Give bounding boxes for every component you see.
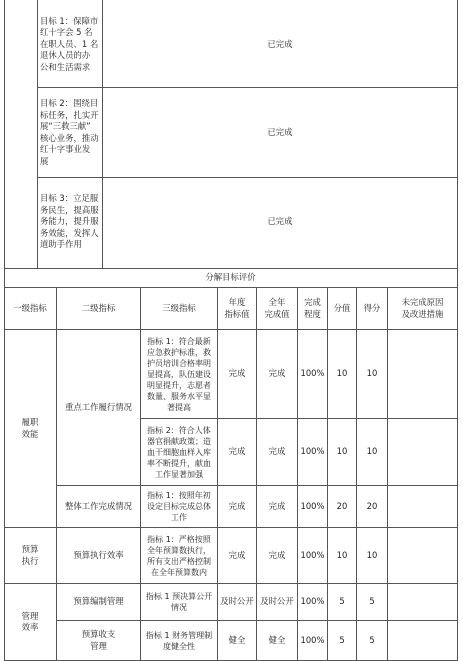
- row-2-value: 10: [336, 446, 348, 457]
- row-6-level2: 预算收支 管理: [81, 629, 116, 651]
- row-6-value: 5: [339, 634, 345, 645]
- row-4-level3: 指标 1：严格按照 全年预算数执行， 所有支出严格控制 在全年预算数内: [147, 534, 211, 577]
- row-4-reason: [388, 528, 457, 583]
- header-level1: 一级指标: [13, 302, 47, 313]
- row-5-value: 5: [339, 596, 345, 607]
- row-1-score: 10: [366, 368, 378, 379]
- row-3-score: 20: [366, 500, 378, 511]
- header-annual-actual: 全年 完成值: [264, 297, 290, 319]
- row-6-actual: 健全: [268, 634, 286, 645]
- row-5-target: 及时公开: [220, 596, 254, 607]
- row-3-level3: 指标 1：按照年初 设定目标完成总体 工作: [147, 491, 211, 522]
- row-3-reason: [388, 486, 457, 527]
- row-1-actual: 完成: [268, 368, 286, 379]
- row-6-reason: [388, 621, 457, 660]
- row-1-level2: 重点工作履行情况: [65, 401, 132, 412]
- group-budget: 预算 执行: [21, 544, 39, 566]
- row-5-completion: 100%: [300, 596, 325, 607]
- row-5-level3: 指标 1 预决算公开 情况: [145, 592, 213, 612]
- row-6-score: 5: [369, 634, 375, 645]
- row-4-completion: 100%: [300, 549, 325, 560]
- section-title: 分解目标评价: [205, 272, 256, 283]
- row-3-actual: 完成: [268, 500, 286, 511]
- row-4-target: 完成: [228, 549, 246, 560]
- row-4-value: 10: [336, 549, 348, 560]
- row-2-completion: 100%: [300, 446, 325, 457]
- row-2-reason: [388, 419, 457, 485]
- row-6-level3: 指标 1 财务管理制 度健全性: [145, 630, 213, 651]
- group-management: 管理 效率: [21, 610, 39, 632]
- row-1-level3: 指标 1：符合最新 应急救护标准，救 护员培训合格率明 显提高，队伍建设 明显提升，志愿者 数量、服务水平显 著提高: [147, 336, 211, 412]
- goal-2-status: 已完成: [267, 126, 293, 137]
- row-4-actual: 完成: [268, 549, 286, 560]
- row-3-target: 完成: [228, 500, 246, 511]
- row-4-level2: 预算执行效率: [73, 549, 124, 560]
- header-annual-target: 年度 指标值: [224, 297, 250, 319]
- header-level2: 二级指标: [81, 302, 116, 313]
- header-score: 得分: [363, 302, 381, 313]
- row-1-completion: 100%: [300, 368, 325, 379]
- header-reason: 未完成原因 及改进措施: [401, 297, 444, 319]
- header-score-value: 分值: [333, 302, 351, 313]
- row-6-target: 健全: [228, 634, 246, 645]
- row-2-score: 10: [366, 446, 378, 457]
- group-performance: 履职 效能: [21, 417, 39, 439]
- row-1-reason: [388, 330, 457, 418]
- row-5-score: 5: [369, 596, 375, 607]
- row-1-value: 10: [336, 368, 348, 379]
- row-5-level2: 预算编制管理: [73, 596, 124, 607]
- row-5-actual: 及时公开: [260, 596, 294, 607]
- goal-3-text: 目标 3：立足服 务民生，提高服 务能力，提升服 务效能，发挥人 道助手作用: [40, 193, 99, 250]
- row-3-completion: 100%: [300, 500, 325, 511]
- row-4-score: 10: [366, 549, 378, 560]
- header-level3: 三级指标: [162, 302, 196, 313]
- row-3-value: 20: [336, 500, 348, 511]
- row-2-level3: 指标 2：符合人体 器官捐献政策；造 血干细胞血样入库 率不断提升，献血 工作显著加强: [147, 425, 211, 479]
- goal-1-text: 目标 1：保障市 红十字会 5 名 在职人员、1 名 退休人员的办 公和生活需求: [40, 15, 99, 72]
- row-3-level2: 整体工作完成情况: [65, 500, 132, 511]
- goal-1-status: 已完成: [267, 38, 293, 49]
- header-completion: 完成 程度: [304, 297, 321, 319]
- goal-2-text: 目标 2：围绕目 标任务，扎实开 展“三救三献” 核心业务，推动 红十字事业发 展: [40, 98, 99, 166]
- row-5-reason: [388, 584, 457, 620]
- row-2-target: 完成: [228, 446, 246, 457]
- row-1-target: 完成: [228, 368, 246, 379]
- goal-3-status: 已完成: [267, 216, 293, 227]
- row-6-completion: 100%: [300, 634, 325, 645]
- row-2-actual: 完成: [268, 446, 286, 457]
